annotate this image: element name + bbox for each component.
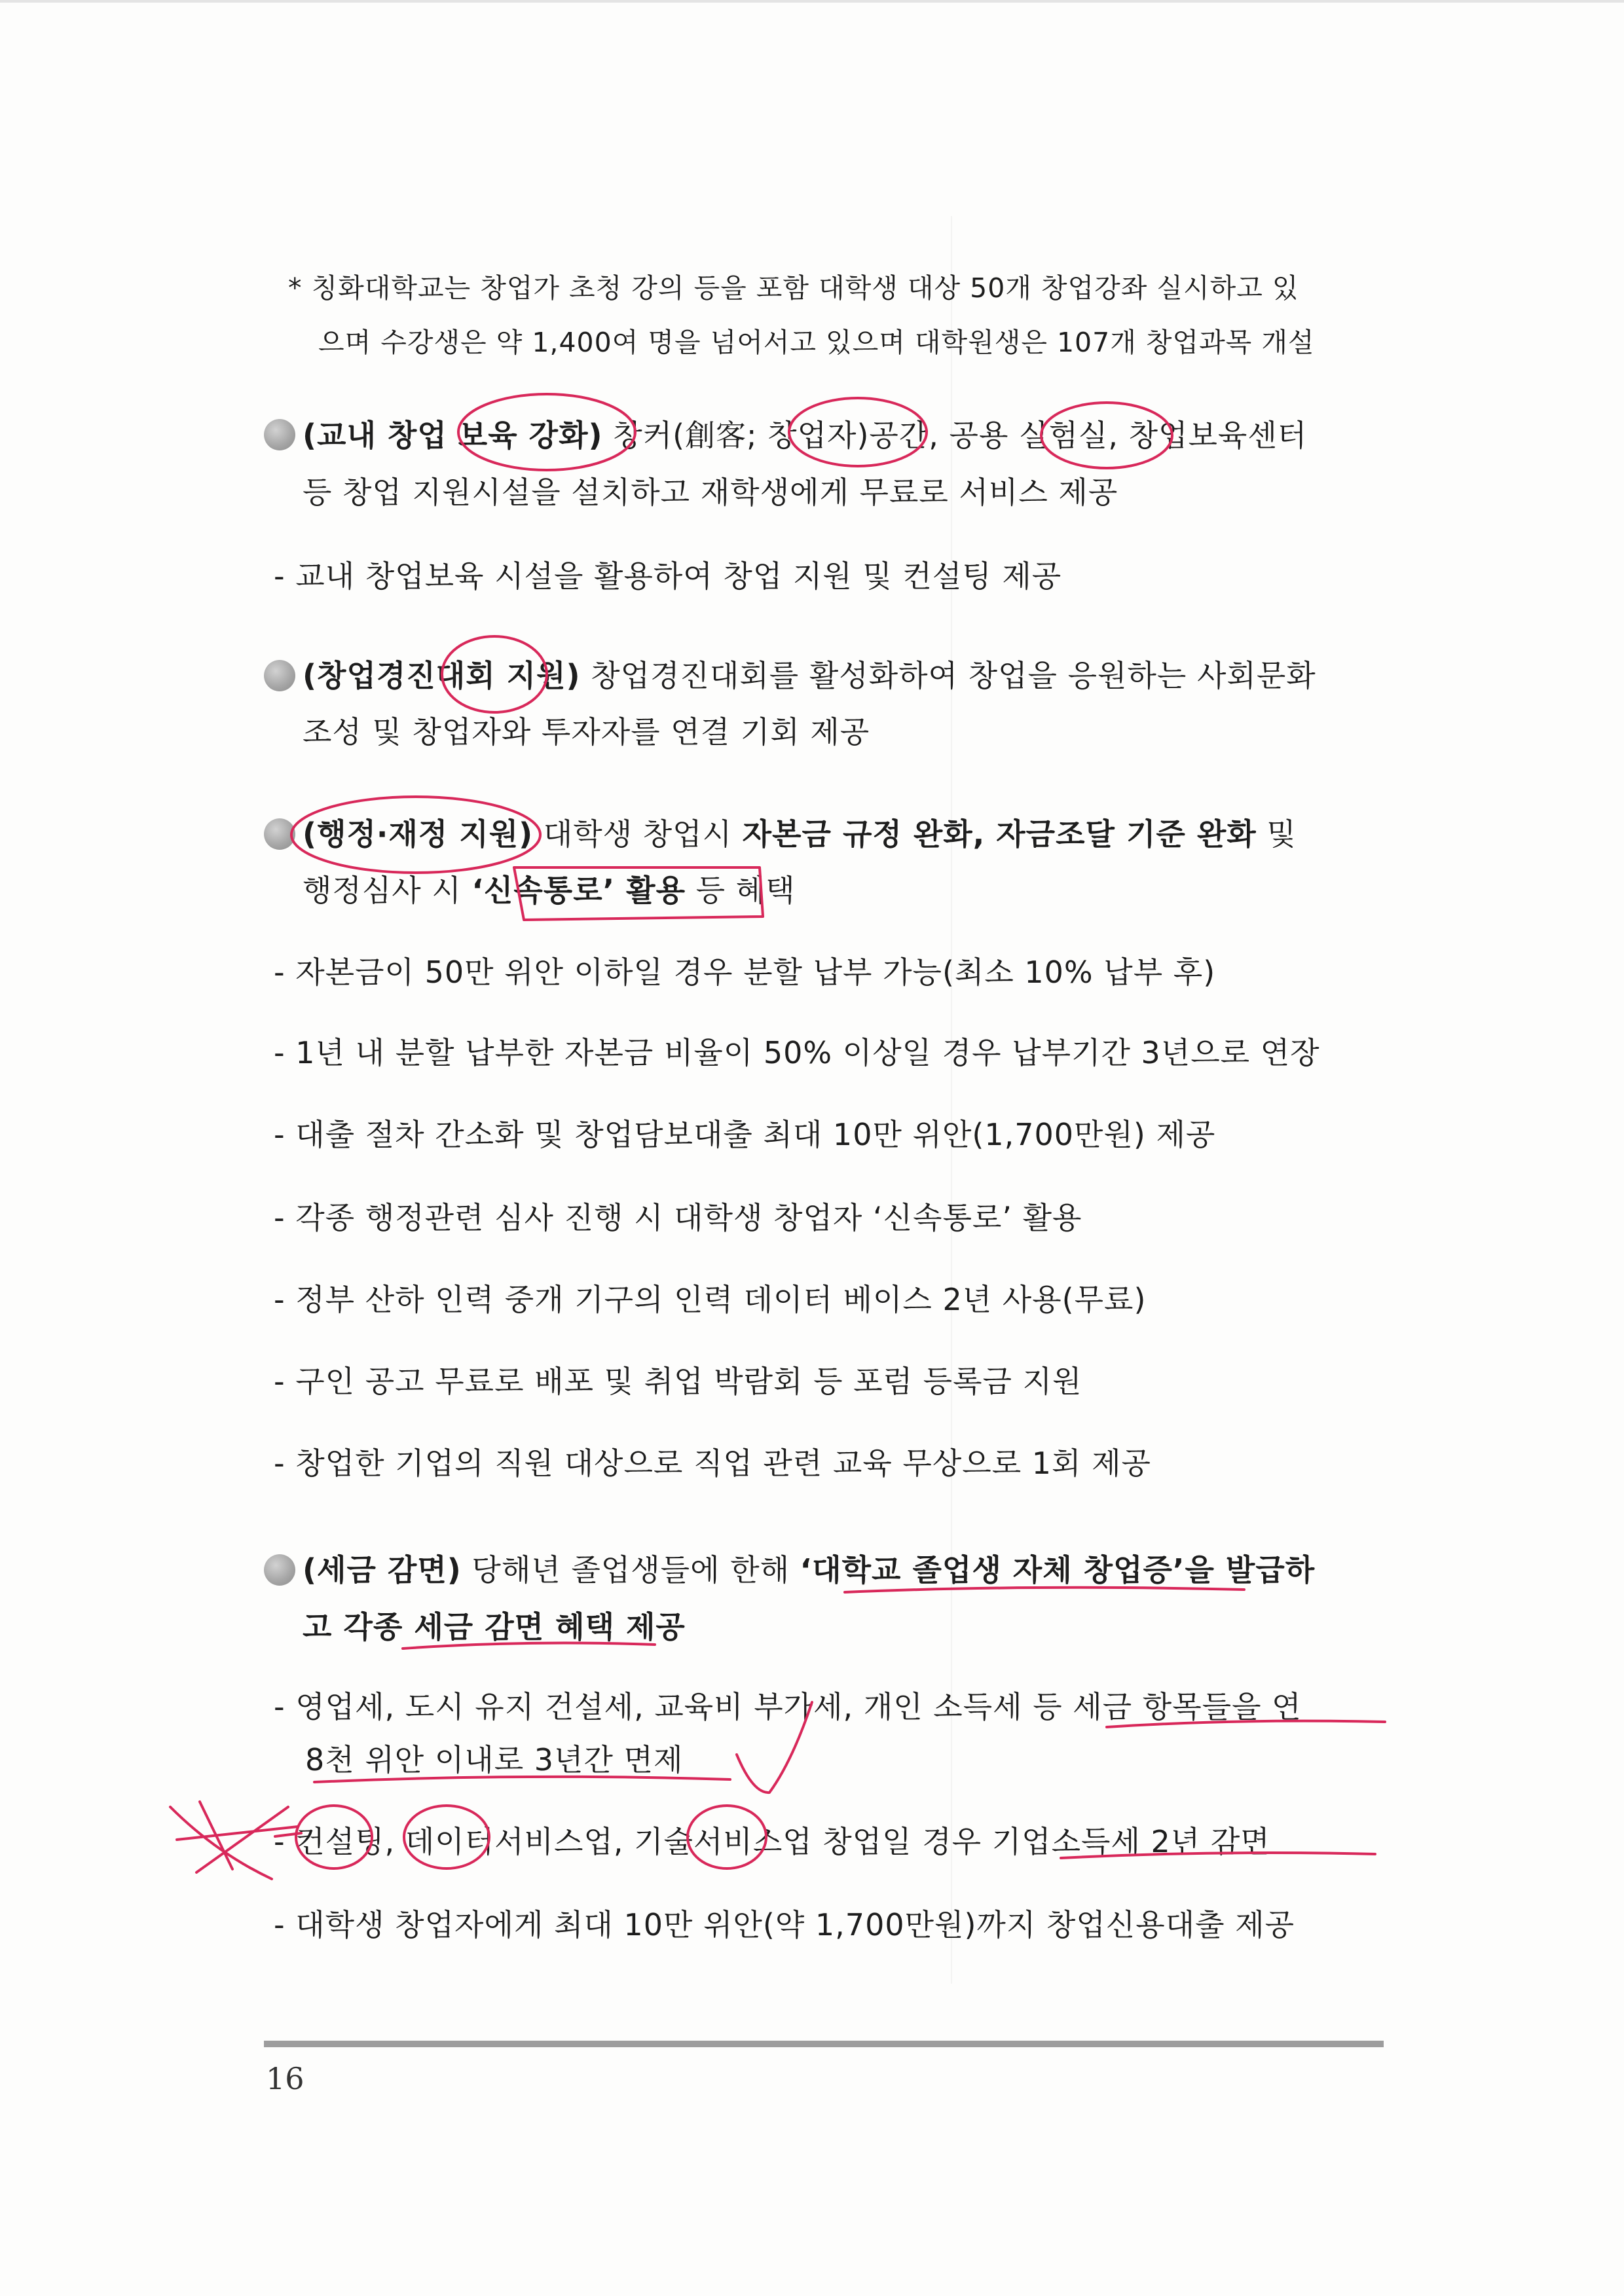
- section-admin-body-2b: ‘신속통로’ 활용: [471, 873, 686, 908]
- list-item: - 구인 공고 무료로 배포 및 취업 박람회 등 포럼 등록금 지원: [274, 1364, 1082, 1399]
- section-competition-body-2: 조성 및 창업자와 투자자를 연결 기회 제공: [303, 714, 870, 750]
- section-admin-body-2a: 행정심사 시: [303, 873, 472, 908]
- note-line-1: * 칭화대학교는 창업가 초청 강의 등을 포함 대학생 대상 50개 창업강좌 실시하고 있: [288, 272, 1299, 304]
- section-bullet-icon: [264, 1554, 295, 1586]
- section-tax-body-2: 고 각종 세금 감면 혜택 제공: [303, 1609, 686, 1645]
- list-item: - 컨설팅, 데이터서비스업, 기술서비스업 창업일 경우 기업소득세 2년 감면: [274, 1824, 1270, 1859]
- note-line-2: 으며 수강생은 약 1,400여 명을 넘어서고 있으며 대학원생은 107개 창업과목 개설: [318, 327, 1315, 358]
- list-item: - 1년 내 분할 납부한 자본금 비율이 50% 이상일 경우 납부기간 3년으로 연장: [274, 1035, 1320, 1070]
- section-incubation-title: (교내 창업 보육 강화): [303, 418, 603, 453]
- section-tax-title: (세금 감면): [303, 1552, 462, 1588]
- section-admin-body-1a: 대학생 창업시: [533, 816, 743, 852]
- section-admin-body-1c: 및: [1256, 816, 1297, 852]
- section-competition-title: (창업경진대회 지원): [303, 658, 581, 693]
- list-item: - 영업세, 도시 유지 건설세, 교육비 부가세, 개인 소득세 등 세금 항목들을 연: [274, 1689, 1302, 1724]
- footer-rule: [264, 2041, 1384, 2047]
- section-competition-body-1: 창업경진대회를 활성화하여 창업을 응원하는 사회문화: [580, 658, 1316, 693]
- section-tax-line-1: [303, 1550, 1315, 1590]
- section-incubation-line-1: [303, 416, 1307, 455]
- list-item: - 대학생 창업자에게 최대 10만 위안(약 1,700만원)까지 창업신용대출 제공: [274, 1907, 1295, 1942]
- section-tax-body-1a: 당해년 졸업생들에 한해: [461, 1552, 800, 1588]
- list-item: - 대출 절차 간소화 및 창업담보대출 최대 10만 위안(1,700만원) 제공: [274, 1117, 1216, 1152]
- page-number: 16: [266, 2061, 304, 2096]
- section-incubation-body-1: 창커(創客; 창업자)공간, 공용 실험실, 창업보육센터: [602, 418, 1308, 453]
- section-competition-line-1: [303, 656, 1316, 695]
- list-item-continuation: 8천 위안 이내로 3년간 면제: [305, 1742, 684, 1777]
- section-admin-line-2: [303, 871, 796, 910]
- section-bullet-icon: [264, 818, 295, 850]
- list-item: - 각종 행정관련 심사 진행 시 대학생 창업자 ‘신속통로’ 활용: [274, 1200, 1082, 1235]
- section-admin-body-2c: 등 혜택: [686, 873, 796, 908]
- section-admin-line-1: [303, 814, 1297, 854]
- list-item: - 정부 산하 인력 중개 기구의 인력 데이터 베이스 2년 사용(무료): [274, 1282, 1147, 1317]
- section-admin-title: (행정·재정 지원): [303, 816, 534, 852]
- section-incubation-body-2: 등 창업 지원시설을 설치하고 재학생에게 무료로 서비스 제공: [303, 475, 1118, 510]
- section-bullet-icon: [264, 419, 295, 450]
- list-item: - 창업한 기업의 직원 대상으로 직업 관련 교육 무상으로 1회 제공: [274, 1446, 1151, 1481]
- section-bullet-icon: [264, 660, 295, 691]
- list-item: - 자본금이 50만 위안 이하일 경우 분할 납부 가능(최소 10% 납부 후): [274, 955, 1216, 990]
- section-tax-body-1b: ‘대학교 졸업생 자체 창업증’을 발급하: [800, 1552, 1316, 1588]
- page-top-edge: [0, 0, 1624, 3]
- section-admin-body-1b: 자본금 규정 완화, 자금조달 기준 완화: [742, 816, 1257, 852]
- list-item: - 교내 창업보육 시설을 활용하여 창업 지원 및 컨설팅 제공: [274, 558, 1062, 594]
